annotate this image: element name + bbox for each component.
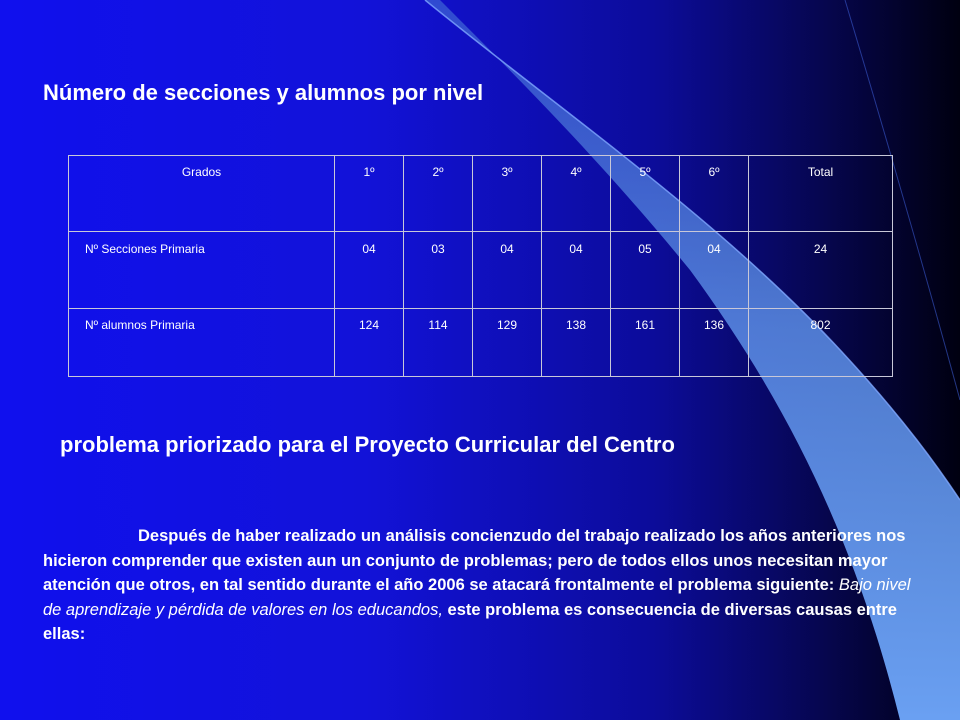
paragraph-italic-text: Bajo nivel de aprendizaje y pérdida de valores en los educandos, — [43, 576, 911, 619]
row-label: Nº alumnos Primaria — [69, 309, 335, 377]
table-row — [69, 232, 893, 309]
table-cell: 161 — [611, 309, 680, 377]
body-paragraph — [43, 524, 923, 647]
header-cell: Grados — [69, 156, 335, 232]
table-cell: 03 — [404, 232, 473, 309]
header-cell: Total — [749, 156, 893, 232]
table-header-row — [69, 156, 893, 232]
slide-title: Número de secciones y alumnos por nivel — [43, 80, 484, 105]
section-subtitle: problema priorizado para el Proyecto Curricular del Centro — [60, 432, 675, 457]
header-cell: 3º — [473, 156, 542, 232]
table-cell: 04 — [542, 232, 611, 309]
header-cell: 6º — [680, 156, 749, 232]
table-cell: 05 — [611, 232, 680, 309]
sections-students-table — [68, 155, 893, 377]
table-cell: 24 — [749, 232, 893, 309]
paragraph-text-end: este problema es consecuencia de diversas causas entre ellas: — [43, 600, 897, 643]
row-label: Nº Secciones Primaria — [69, 232, 335, 309]
table-cell: 04 — [473, 232, 542, 309]
table-cell: 136 — [680, 309, 749, 377]
header-cell: 1º — [335, 156, 404, 232]
table-cell: 138 — [542, 309, 611, 377]
table-cell: 124 — [335, 309, 404, 377]
table-cell: 04 — [680, 232, 749, 309]
table-cell: 129 — [473, 309, 542, 377]
header-cell: 5º — [611, 156, 680, 232]
table-cell: 04 — [335, 232, 404, 309]
table-cell: 114 — [404, 309, 473, 377]
paragraph-text: Después de haber realizado un análisis concienzudo del trabajo realizado los años anteriores nos hicieron comprender que existen aun un conjunto de problemas; pero de todos ellos unos necesitan mayor atención que otros, en tal sentido durante el año 2006 se atacará frontalmente el problema siguiente: — [43, 527, 906, 594]
table-row — [69, 309, 893, 377]
header-cell: 4º — [542, 156, 611, 232]
table-cell: 802 — [749, 309, 893, 377]
header-cell: 2º — [404, 156, 473, 232]
